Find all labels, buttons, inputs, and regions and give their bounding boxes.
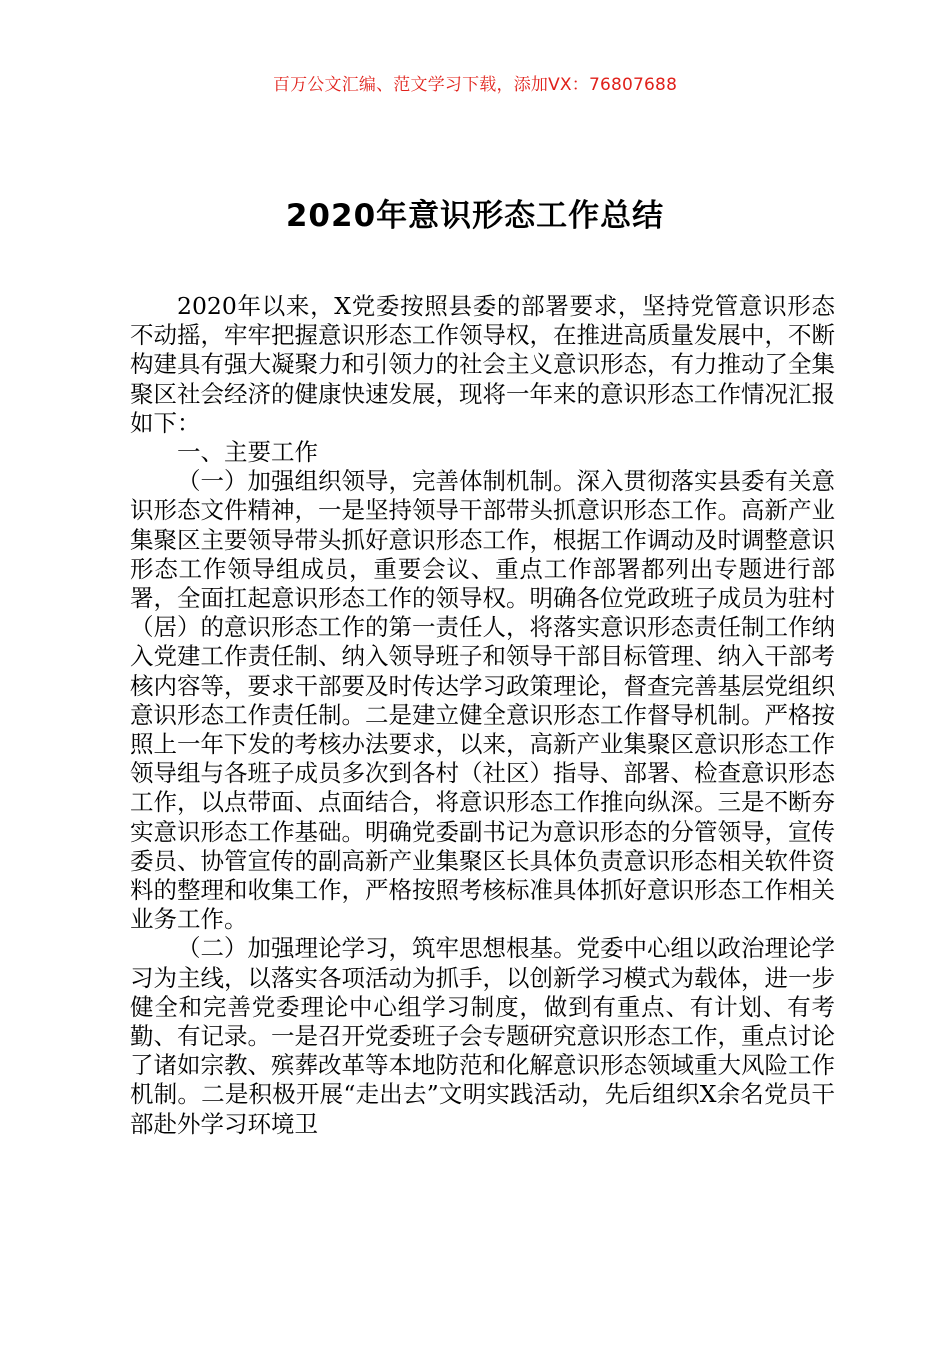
paragraph-organization-leadership: （一）加强组织领导，完善体制机制。深入贯彻落实县委有关意识形态文件精神，一是坚持领导干部带头抓意识形态工作。高新产业集聚区主要领导带头抓好意识形态工作，根据工作调动及时调整意识形态工作领导组成员，重要会议、重点工作部署都列出专题进行部署，全面扛起意识形态工作的领导权。明确各位党政班子成员为驻村（居）的意识形态工作的第一责任人，将落实意识形态责任制工作纳入党建工作责任制、纳入领导班子和领导干部目标管理、纳入干部考核内容等，要求干部要及时传达学习政策理论，督查完善基层党组织意识形态工作责任制。二是建立健全意识形态工作督导机制。严格按照上一年下发的考核办法要求，以来，高新产业集聚区意识形态工作领导组与各班子成员多次到各村（社区）指导、部署、检查意识形态工作，以点带面、点面结合，将意识形态工作推向纵深。三是不断夯实意识形态工作基础。明确党委副书记为意识形态的分管领导，宣传委员、协管宣传的副高新产业集聚区长具体负责意识形态相关软件资料的整理和收集工作，严格按照考核标准具体抓好意识形态工作相关业务工作。 [130,467,835,934]
document-body [130,292,835,1139]
document-title: 2020年意识形态工作总结 [285,198,665,234]
section-heading-main-work: 一、主要工作 [177,438,318,467]
header-watermark-note: 百万公文汇编、范文学习下载，添加VX：76807688 [272,75,678,95]
paragraph-theory-study: （二）加强理论学习，筑牢思想根基。党委中心组以政治理论学习为主线，以落实各项活动为抓手，以创新学习模式为载体，进一步健全和完善党委理论中心组学习制度，做到有重点、有计划、有考勤、有记录。一是召开党委班子会专题研究意识形态工作，重点讨论了诸如宗教、殡葬改革等本地防范和化解意识形态领域重大风险工作机制。二是积极开展“走出去”文明实践活动，先后组织X余名党员干部赴外学习环境卫 [130,934,835,1138]
paragraph-intro: 2020年以来，X党委按照县委的部署要求，坚持党管意识形态不动摇，牢牢把握意识形态工作领导权，在推进高质量发展中，不断构建具有强大凝聚力和引领力的社会主义意识形态，有力推动了全集聚区社会经济的健康快速发展，现将一年来的意识形态工作情况汇报如下： [130,292,835,437]
